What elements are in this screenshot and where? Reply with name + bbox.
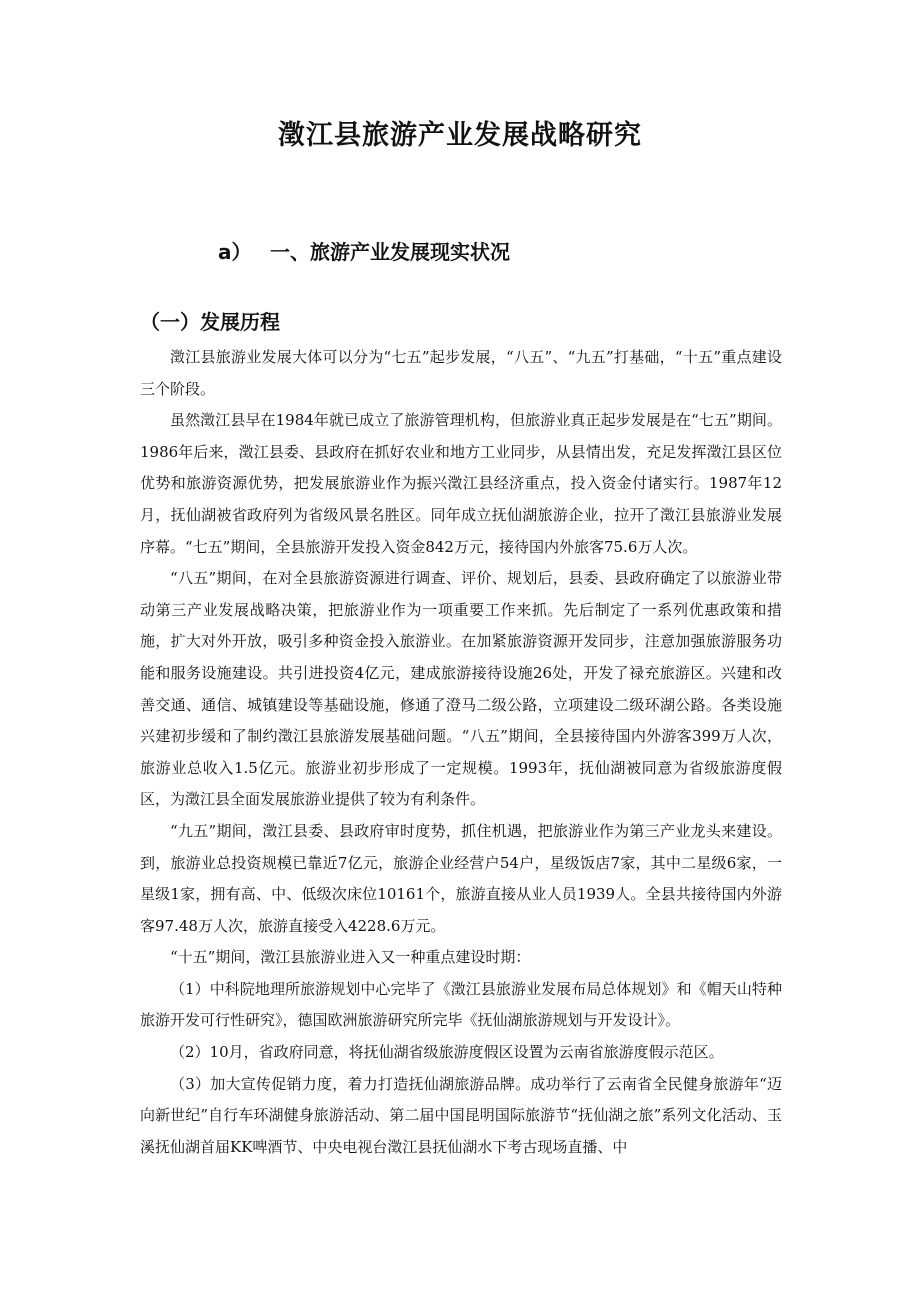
paragraph-item-1: （1）中科院地理所旅游规划中心完毕了《澂江县旅游业发展布局总体规划》和《帽天山特种旅游开发可行性研究》，德国欧洲旅游研究所完毕《抚仙湖旅游规划与开发设计》。 bbox=[140, 979, 782, 1030]
document-title: 澂江县旅游产业发展战略研究 bbox=[278, 120, 642, 151]
paragraph-ninth-five-year: “九五”期间，澂江县委、县政府审时度势，抓住机遇，把旅游业作为第三产业龙头来建设。到，旅游业总投资规模已靠近7亿元，旅游企业经营户54户，星级饭店7家，其中二星级6家，一星级1家，拥有高、中、低级次床位10161个，旅游直接从业人员1939人。全县共接待国内外游客97.48万人次，旅游直接受入4228.6万元。 bbox=[140, 821, 782, 935]
subsection-heading: （一）发展历程 bbox=[140, 310, 280, 334]
paragraph-stages-overview: 澂江县旅游业发展大体可以分为“七五”起步发展，“八五”、“九五”打基础，“十五”重点建设三个阶段。 bbox=[140, 348, 782, 398]
section-marker: a） bbox=[218, 240, 252, 264]
section-heading bbox=[218, 232, 510, 272]
paragraph-tenth-five-year-intro: “十五”期间，澂江县旅游业进入又一种重点建设时期： bbox=[170, 948, 531, 967]
paragraph-eighth-five-year: “八五”期间，在对全县旅游资源进行调查、评价、规划后，县委、县政府确定了以旅游业带动第三产业发展战略决策，把旅游业作为一项重要工作来抓。先后制定了一系列优惠政策和措施，扩大对外开放，吸引多种资金投入旅游业。在加紧旅游资源开发同步，注意加强旅游服务功能和服务设施建设。共引进投资4亿元，建成旅游接待设施26处，开发了禄充旅游区。兴建和改善交通、通信、城镇建设等基础设施，修通了澄马二级公路，立项建设二级环湖公路。各类设施兴建初步缓和了制约澂江县旅游发展基础问题。“八五”期间，全县接待国内外游客399万人次，旅游业总收入1.5亿元。旅游业初步形成了一定规模。1993年，抚仙湖被同意为省级旅游度假区，为澂江县全面发展旅游业提供了较为有利条件。 bbox=[140, 569, 782, 809]
paragraph-item-2: （2）10月，省政府同意，将抚仙湖省级旅游度假区设置为云南省旅游度假示范区。 bbox=[170, 1043, 724, 1062]
document-body bbox=[140, 342, 782, 1163]
paragraph-item-3: （3）加大宣传促销力度，着力打造抚仙湖旅游品牌。成功举行了云南省全民健身旅游年“迈向新世纪”自行车环湖健身旅游活动、第二届中国昆明国际旅游节“抚仙湖之旅”系列文化活动、玉溪抚仙湖首届KK啤酒节、中央电视台澂江县抚仙湖水下考古现场直播、中 bbox=[140, 1074, 782, 1156]
paragraph-seventh-five-year: 虽然澂江县早在1984年就已成立了旅游管理机构，但旅游业真正起步发展是在“七五”期间。1986年后来，澂江县委、县政府在抓好农业和地方工业同步，从县情出发，充足发挥澂江县区位优势和旅游资源优势，把发展旅游业作为振兴澂江县经济重点，投入资金付诸实行。1987年12月，抚仙湖被省政府列为省级风景名胜区。同年成立抚仙湖旅游企业，拉开了澂江县旅游业发展序幕。“七五”期间，全县旅游开发投入资金842万元，接待国内外旅客75.6万人次。 bbox=[140, 411, 782, 556]
section-title: 一、旅游产业发展现实状况 bbox=[270, 240, 510, 264]
